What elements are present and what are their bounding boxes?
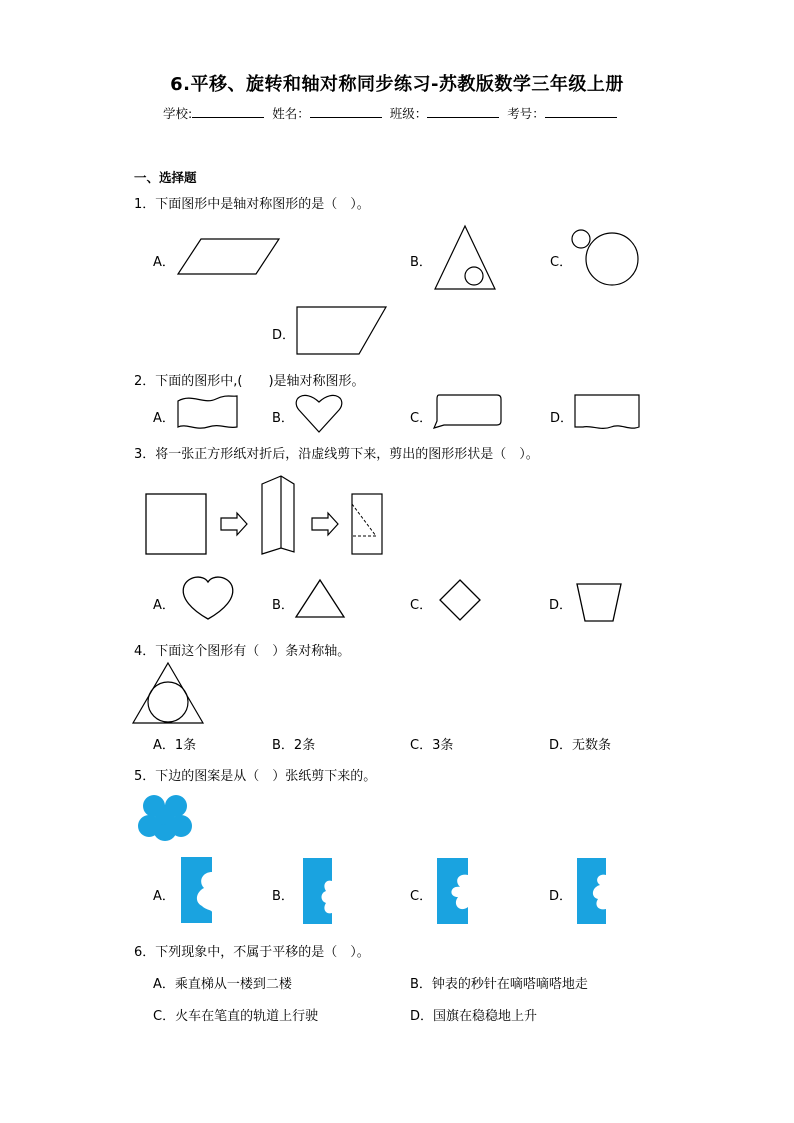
q1-two-circles-figure — [570, 228, 642, 288]
q3-option-c-label[interactable]: C． — [410, 598, 433, 613]
q3-arrow-1 — [221, 513, 247, 535]
class-blank[interactable] — [427, 106, 499, 118]
q2-heart-figure — [294, 392, 344, 434]
q4-option-b[interactable]: B．2条 — [272, 738, 316, 753]
question-5-stem: 5．下边的图案是从（ ）张纸剪下来的。 — [134, 769, 377, 784]
q2-wave-bottom-rect-figure — [573, 393, 643, 433]
q5-option-b-cutout — [302, 857, 334, 925]
q3-square-paper — [146, 494, 206, 554]
question-2-stem: 2．下面的图形中,( )是轴对称图形。 — [134, 374, 365, 389]
q6-option-c[interactable]: C．火车在笔直的轨道上行驶 — [153, 1009, 319, 1024]
question-1-stem: 1．下面图形中是轴对称图形的是（ ）。 — [134, 197, 370, 212]
q2-speech-bubble-figure — [430, 393, 504, 429]
q2-option-d-label[interactable]: D． — [550, 411, 574, 426]
q5-option-a-cutout — [180, 856, 214, 924]
exam-no-blank[interactable] — [545, 106, 617, 118]
q3-trapezoid-figure — [575, 582, 625, 624]
q5-option-b-label[interactable]: B． — [272, 889, 294, 904]
q3-diamond-figure — [439, 579, 483, 623]
q5-option-a-label[interactable]: A． — [153, 889, 175, 904]
q6-option-b[interactable]: B．钟表的秒针在嘀嗒嘀嗒地走 — [410, 977, 588, 992]
q4-triangle-inscribed-circle-figure — [132, 661, 206, 725]
q3-option-b-label[interactable]: B． — [272, 598, 294, 613]
q1-option-b-label[interactable]: B． — [410, 255, 432, 270]
q3-arrow-2 — [312, 513, 338, 535]
q5-option-c-label[interactable]: C． — [410, 889, 433, 904]
q3-folding-diagram — [140, 474, 390, 564]
q1-trapezoid-figure — [295, 305, 389, 357]
name-label: 姓名： — [272, 106, 310, 121]
q5-option-d-label[interactable]: D． — [549, 889, 573, 904]
q5-option-c-cutout — [436, 857, 470, 925]
q3-dashed-cut-line — [352, 504, 376, 536]
name-blank[interactable] — [310, 106, 382, 118]
question-6-stem: 6．下列现象中，不属于平移的是（ ）。 — [134, 945, 370, 960]
q3-folded-paper — [262, 476, 294, 554]
school-blank[interactable] — [192, 106, 264, 118]
school-label: 学校: — [163, 106, 193, 121]
q1-option-c-label[interactable]: C． — [550, 255, 573, 270]
q4-option-c[interactable]: C．3条 — [410, 738, 454, 753]
q5-clover-pattern — [136, 793, 196, 845]
q1-option-d-label[interactable]: D． — [272, 328, 296, 343]
page-title: 6.平移、旋转和轴对称同步练习-苏教版数学三年级上册 — [170, 74, 624, 95]
q6-option-d[interactable]: D．国旗在稳稳地上升 — [410, 1009, 538, 1024]
q2-option-a-label[interactable]: A． — [153, 411, 175, 426]
section-title: 一、选择题 — [134, 170, 197, 185]
q4-option-d[interactable]: D．无数条 — [549, 738, 612, 753]
question-4-stem: 4．下面这个图形有（ ）条对称轴。 — [134, 644, 351, 659]
student-info-line — [163, 104, 621, 122]
q1-triangle-with-circle-figure — [433, 224, 497, 292]
q4-option-a[interactable]: A．1条 — [153, 738, 197, 753]
class-label: 班级： — [389, 106, 428, 121]
q3-option-a-label[interactable]: A． — [153, 598, 175, 613]
q6-option-a[interactable]: A．乘直梯从一楼到二楼 — [153, 977, 292, 992]
exam-no-label: 考号： — [507, 106, 545, 121]
q3-option-d-label[interactable]: D． — [549, 598, 573, 613]
q3-heart-outline-figure — [180, 576, 236, 622]
q1-option-a-label[interactable]: A． — [153, 255, 175, 270]
q2-option-c-label[interactable]: C． — [410, 411, 433, 426]
q2-option-b-label[interactable]: B． — [272, 411, 294, 426]
question-3-stem: 3．将一张正方形纸对折后，沿虚线剪下来，剪出的图形形状是（ ）。 — [134, 447, 539, 462]
q5-option-d-cutout — [576, 857, 608, 925]
q2-wavy-flag-figure — [176, 393, 240, 431]
q1-parallelogram-figure — [176, 237, 282, 277]
q3-triangle-figure — [294, 578, 346, 620]
